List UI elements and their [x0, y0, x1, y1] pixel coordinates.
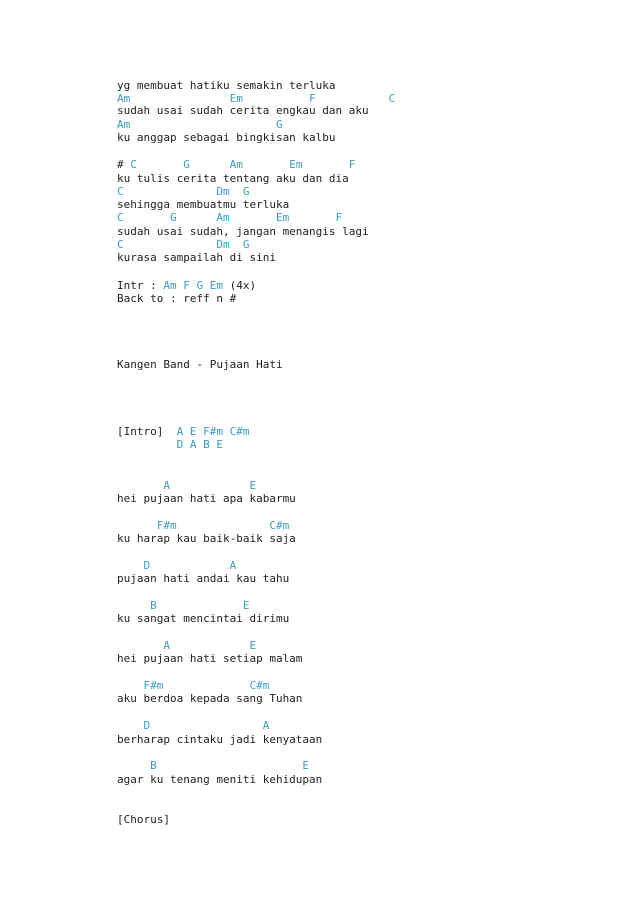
- mixed-line: [117, 425, 249, 438]
- lyric-line: Back to : reff n #: [117, 292, 237, 305]
- lyric-line: pujaan hati andai kau tahu: [117, 572, 290, 585]
- chord-segment: A E F#m C#m: [176, 425, 250, 438]
- lyric-line: ku harap kau baik-baik saja: [117, 532, 296, 545]
- chord-line: D A: [117, 559, 237, 572]
- lyric-line: hei pujaan hati apa kabarmu: [117, 492, 296, 505]
- text-segment: #: [117, 158, 131, 171]
- lyric-line: yg membuat hatiku semakin terluka: [117, 79, 336, 92]
- chord-line: D A B E: [117, 438, 223, 451]
- lyric-line: agar ku tenang meniti kehidupan: [117, 773, 323, 786]
- lyric-line: ku tulis cerita tentang aku dan dia: [117, 172, 349, 185]
- chord-line: D A: [117, 719, 270, 732]
- lyric-line: sehingga membuatmu terluka: [117, 198, 290, 211]
- lyric-line: ku sangat mencintai dirimu: [117, 612, 290, 625]
- lyric-line: [Chorus]: [117, 813, 170, 826]
- text-segment: [Intro]: [117, 425, 177, 438]
- mixed-line: [117, 158, 355, 171]
- lyric-line: Kangen Band - Pujaan Hati: [117, 358, 283, 371]
- text-segment: (4x): [222, 279, 257, 292]
- chord-segment: C G Am Em F: [130, 158, 356, 171]
- chord-line: A E: [117, 479, 257, 492]
- lyric-line: kurasa sampailah di sini: [117, 251, 276, 264]
- lyric-line: hei pujaan hati setiap malam: [117, 652, 303, 665]
- lyric-line: sudah usai sudah, jangan menangis lagi: [117, 225, 369, 238]
- lyric-line: ku anggap sebagai bingkisan kalbu: [117, 131, 336, 144]
- chord-line: B E: [117, 599, 250, 612]
- lyric-line: berharap cintaku jadi kenyataan: [117, 733, 323, 746]
- text-segment: Intr :: [117, 279, 164, 292]
- chord-line: B E: [117, 759, 310, 772]
- chord-line: Am Em F C: [117, 92, 396, 105]
- chord-line: F#m C#m: [117, 679, 270, 692]
- chord-line: A E: [117, 639, 257, 652]
- lyric-line: sudah usai sudah cerita engkau dan aku: [117, 104, 369, 117]
- chord-line: C Dm G: [117, 238, 250, 251]
- chord-segment: Am F G Em: [163, 279, 223, 292]
- lyric-line: aku berdoa kepada sang Tuhan: [117, 692, 303, 705]
- chord-line: C G Am Em F: [117, 211, 343, 224]
- chord-line: C Dm G: [117, 185, 250, 198]
- chord-line: Am G: [117, 118, 283, 131]
- chord-line: F#m C#m: [117, 519, 290, 532]
- mixed-line: [117, 279, 256, 292]
